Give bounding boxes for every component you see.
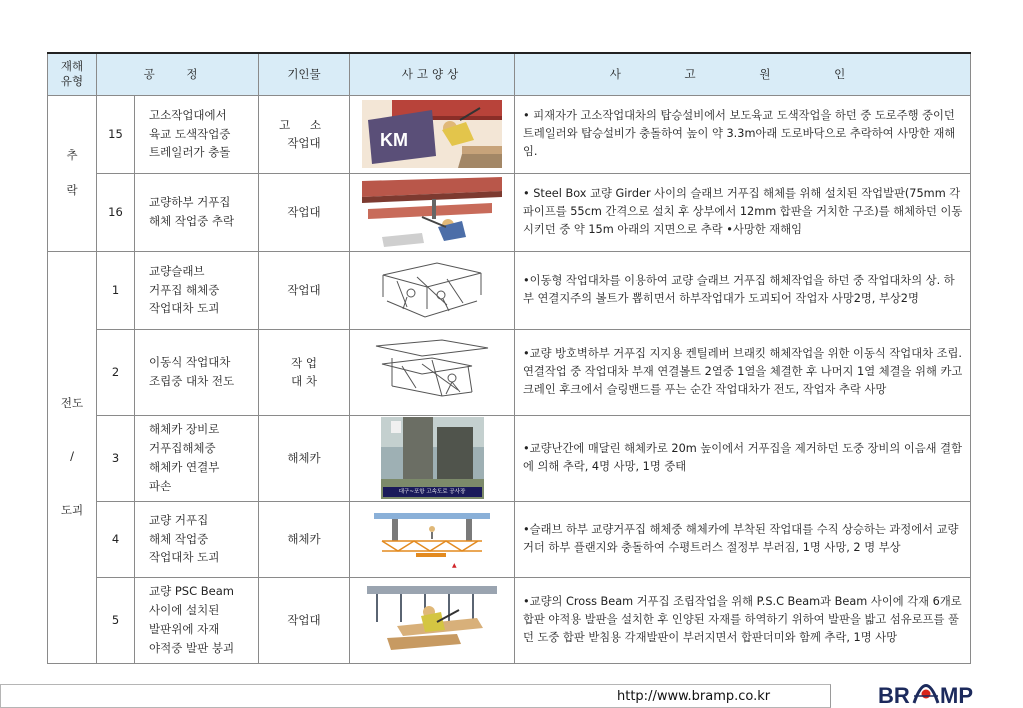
- process-cell: 교량 PSC Beam 사이에 설치된 발판위에 자재 야적중 발판 붕괴: [135, 577, 259, 663]
- reason-cell: • 피재자가 고소작업대차의 탑승설비에서 보도육교 도색작업을 하던 중 도로주행 중이던 트레일러와 탑승설비가 충돌하여 높이 약 3.3m아래 도로바닥으로 추락하여 사망한 재해임.: [515, 95, 971, 173]
- row-number: 5: [97, 577, 135, 663]
- category-fall: 추 락: [48, 95, 97, 251]
- table-row: [48, 501, 971, 577]
- accident-table: [47, 52, 971, 664]
- cause-cell: 고 소 작업대: [259, 95, 350, 173]
- reason-cell: •이동형 작업대차를 이용하여 교량 슬래브 거푸집 해체작업을 하던 중 작업대차의 상. 하부 연결지주의 볼트가 뽑히면서 하부작업대가 도괴되어 작업자 사망2명, 부상2명: [515, 251, 971, 329]
- reason-cell: •교량 방호벽하부 거푸집 지지용 켄틸레버 브래킷 해체작업을 위한 이동식 작업대차 조립. 연결작업 중 작업대차 부재 연결볼트 2열중 1열을 체결한 후 나머지 1열 체결을 위해 카고크레인 후크에서 슬링밴드를 푸는 순간 작업대차가 전도, 작업자 추락 사망: [515, 329, 971, 415]
- cart-overturn-sketch-icon: [372, 336, 492, 408]
- svg-text:▲: ▲: [452, 562, 457, 569]
- cause-cell: 작업대: [259, 173, 350, 251]
- process-cell: 해체카 장비로 거푸집해체중 해체카 연결부 파손: [135, 415, 259, 501]
- accident-image: [350, 329, 515, 415]
- header-cause: 기인물: [259, 53, 350, 95]
- reason-cell: •교량난간에 매달린 해체카로 20m 높이에서 거푸집을 제거하던 도중 장비의 이음새 결함에 의해 추락, 4명 사망, 1명 중태: [515, 415, 971, 501]
- beam-collapse-icon: [367, 582, 497, 658]
- row-number: 15: [97, 95, 135, 173]
- logo-left-text: BR: [878, 683, 910, 706]
- process-cell: 이동식 작업대차 조립중 대차 전도: [135, 329, 259, 415]
- row-number: 3: [97, 415, 135, 501]
- table-row: [48, 329, 971, 415]
- cause-cell: 작 업 대 차: [259, 329, 350, 415]
- truss-diagram-icon: [372, 507, 492, 571]
- header-reason: 사 고 원 인: [515, 53, 971, 95]
- accident-image: [350, 577, 515, 663]
- svg-text:KM: KM: [380, 130, 408, 150]
- reason-cell: •슬래브 하부 교량거푸집 해체중 해체카에 부착된 작업대를 수직 상승하는 과정에서 교량거더 하부 플랜지와 충돌하여 수평트러스 절정부 부러짐, 1명 사망, 2 명 부상: [515, 501, 971, 577]
- reason-cell: •교량의 Cross Beam 거푸집 조립작업을 위해 P.S.C Beam과 Beam 사이에 각재 6개로 합판 야적용 발판을 설치한 후 인양된 자재를 하역하기 위하여 발판을 밟고 섬유로프를 풀던 도중 합판 받침용 각재발판이 부러지면서 합판더미와 함께 추락, 1명 사망: [515, 577, 971, 663]
- header-appearance: 사고양상: [350, 53, 515, 95]
- process-cell: 교량하부 거푸집 해체 작업중 추락: [135, 173, 259, 251]
- accident-image: [350, 415, 515, 501]
- process-cell: 고소작업대에서 육교 도색작업중 트레일러가 충돌: [135, 95, 259, 173]
- table-row: [48, 415, 971, 501]
- bridge-pier-photo: [381, 417, 484, 499]
- row-number: 2: [97, 329, 135, 415]
- header-process: 공 정: [97, 53, 259, 95]
- accident-image: [350, 501, 515, 577]
- girder-fall-icon: [362, 177, 502, 247]
- table-row: [48, 577, 971, 663]
- row-number: 4: [97, 501, 135, 577]
- cause-cell: 작업대: [259, 251, 350, 329]
- cause-cell: 해체카: [259, 415, 350, 501]
- accident-image: [350, 173, 515, 251]
- footer-url[interactable]: http://www.bramp.co.kr: [617, 689, 771, 704]
- accident-image: [350, 251, 515, 329]
- accident-image: [350, 95, 515, 173]
- process-cell: 교량 거푸집 해체 작업중 작업대차 도괴: [135, 501, 259, 577]
- table-row: [48, 251, 971, 329]
- cause-cell: 작업대: [259, 577, 350, 663]
- table-row: [48, 173, 971, 251]
- row-number: 16: [97, 173, 135, 251]
- truck-collision-icon: [362, 100, 502, 168]
- process-cell: 교량슬래브 거푸집 해체중 작업대차 도괴: [135, 251, 259, 329]
- table-row: [48, 95, 971, 173]
- category-collapse: 전도 / 도괴: [48, 251, 97, 663]
- bramp-logo-icon: [876, 672, 986, 706]
- cause-cell: 해체카: [259, 501, 350, 577]
- cart-collapse-sketch-icon: [377, 257, 487, 323]
- photo-caption: 대구~포항 고속도로 공사장: [383, 487, 482, 497]
- logo-right-text: MP: [940, 683, 973, 706]
- header-type: 재해 유형: [48, 53, 97, 95]
- row-number: 1: [97, 251, 135, 329]
- reason-cell: • Steel Box 교량 Girder 사이의 슬래브 거푸집 해체를 위해 설치된 작업발판(75mm 각파이프를 55cm 간격으로 설치 후 상부에서 12mm 합판을 거치한 구조)를 해체하던 이동시키던 중 약 15m 아래의 지면으로 추락 •사망한 재해임: [515, 173, 971, 251]
- bramp-logo: [876, 672, 986, 706]
